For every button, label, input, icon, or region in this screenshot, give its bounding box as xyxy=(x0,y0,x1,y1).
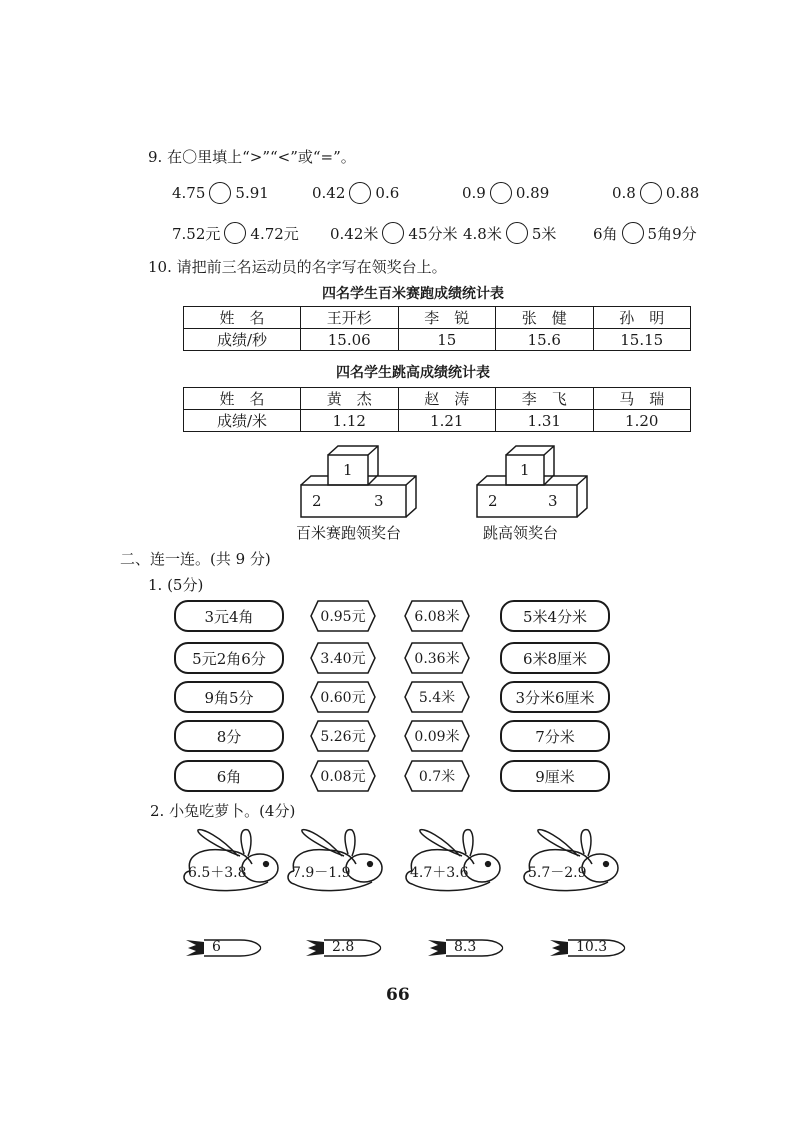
hex-label: 0.36米 xyxy=(414,651,460,667)
table-cell: 15.06 xyxy=(301,329,399,351)
carrot-icon xyxy=(182,936,262,960)
q10-title: 10. 请把前三名运动员的名字写在领奖台上。 xyxy=(148,258,447,276)
q2-title: 2. 小兔吃萝卜。(4分) xyxy=(150,802,296,820)
compare-item: 0.42米 45分米 xyxy=(330,222,463,244)
match-pill-left[interactable]: 6角 xyxy=(174,760,284,792)
compare-item: 4.8米 5米 xyxy=(463,222,593,244)
table-cell: 15.6 xyxy=(496,329,594,351)
answer-circle[interactable] xyxy=(622,222,644,244)
hex-label: 0.60元 xyxy=(320,690,366,706)
answer-circle[interactable] xyxy=(349,182,371,204)
podium-highjump xyxy=(474,443,594,521)
table-cell: 姓 名 xyxy=(184,388,301,410)
table-cell: 李 飞 xyxy=(496,388,594,410)
answer-circle[interactable] xyxy=(382,222,404,244)
compare-item: 4.75 5.91 xyxy=(172,184,269,202)
q1-title: 1. (5分) xyxy=(148,576,204,594)
rabbit-icon xyxy=(402,826,502,894)
answer-circle[interactable] xyxy=(640,182,662,204)
podium-sprint xyxy=(298,443,418,521)
match-pill-left[interactable]: 3元4角 xyxy=(174,600,284,632)
table-cell: 成绩/秒 xyxy=(184,329,301,351)
match-hex-yuan[interactable] xyxy=(310,720,376,752)
table-cell: 王开杉 xyxy=(301,307,399,329)
carrot-number: 2.8 xyxy=(332,939,355,955)
match-hex-meter[interactable] xyxy=(404,600,470,632)
highjump-table xyxy=(183,387,691,432)
answer-circle[interactable] xyxy=(224,222,246,244)
carrot[interactable] xyxy=(302,936,382,960)
q9-title: 9. 在〇里填上“>”“<”或“=”。 xyxy=(148,148,356,166)
table-cell: 1.12 xyxy=(301,410,399,432)
rabbit-expression: 4.7＋3.6 xyxy=(410,865,469,881)
rabbit-icon xyxy=(180,826,280,894)
match-hex-yuan[interactable] xyxy=(310,642,376,674)
table-cell: 15.15 xyxy=(593,329,691,351)
sprint-table xyxy=(183,306,691,351)
match-hex-meter[interactable] xyxy=(404,720,470,752)
rabbit-icon xyxy=(284,826,384,894)
rabbit-icon xyxy=(520,826,620,894)
carrot[interactable] xyxy=(182,936,262,960)
table-row xyxy=(184,307,691,329)
table-cell: 李 锐 xyxy=(398,307,496,329)
match-pill-right[interactable]: 3分米6厘米 xyxy=(500,681,610,713)
answer-circle[interactable] xyxy=(209,182,231,204)
table-cell: 姓 名 xyxy=(184,307,301,329)
match-hex-meter[interactable] xyxy=(404,642,470,674)
hex-label: 0.95元 xyxy=(320,609,366,625)
carrot[interactable] xyxy=(424,936,504,960)
rabbit[interactable] xyxy=(284,826,384,894)
match-hex-meter[interactable] xyxy=(404,681,470,713)
answer-circle[interactable] xyxy=(490,182,512,204)
compare-item: 0.8 0.88 xyxy=(612,184,700,202)
match-hex-yuan[interactable] xyxy=(310,600,376,632)
podium-first-label: 1 xyxy=(520,461,530,479)
carrot-number: 8.3 xyxy=(454,939,477,955)
compare-item: 0.42 0.6 xyxy=(312,184,400,202)
table-row xyxy=(184,388,691,410)
match-pill-right[interactable]: 6米8厘米 xyxy=(500,642,610,674)
match-hex-meter[interactable] xyxy=(404,760,470,792)
table-cell: 1.31 xyxy=(496,410,594,432)
table-cell: 赵 涛 xyxy=(398,388,496,410)
table-cell: 15 xyxy=(398,329,496,351)
rabbit[interactable] xyxy=(402,826,502,894)
podium-second-label: 2 xyxy=(488,492,498,510)
table-cell: 孙 明 xyxy=(593,307,691,329)
rabbit-expression: 6.5＋3.8 xyxy=(188,865,247,881)
carrot[interactable] xyxy=(546,936,626,960)
hex-label: 5.4米 xyxy=(418,690,456,706)
rabbit-expression: 5.7－2.9 xyxy=(528,865,587,881)
match-pill-right[interactable]: 7分米 xyxy=(500,720,610,752)
match-pill-left[interactable]: 8分 xyxy=(174,720,284,752)
table1-title: 四名学生百米赛跑成绩统计表 xyxy=(322,286,504,302)
match-hex-yuan[interactable] xyxy=(310,681,376,713)
hex-label: 6.08米 xyxy=(414,609,460,625)
rabbit[interactable] xyxy=(520,826,620,894)
q9-row-2 xyxy=(172,222,697,244)
carrot-number: 10.3 xyxy=(576,939,608,955)
podium-highjump-caption: 跳高领奖台 xyxy=(483,524,559,542)
table-cell: 张 健 xyxy=(496,307,594,329)
q9-row-1 xyxy=(172,182,699,204)
hex-label: 0.09米 xyxy=(414,729,460,745)
match-pill-left[interactable]: 5元2角6分 xyxy=(174,642,284,674)
page-number: 66 xyxy=(386,985,410,1005)
compare-item: 6角 5角9分 xyxy=(593,222,697,244)
table-cell: 黄 杰 xyxy=(301,388,399,410)
answer-circle[interactable] xyxy=(506,222,528,244)
compare-item: 0.9 0.89 xyxy=(462,184,550,202)
hex-label: 3.40元 xyxy=(320,651,366,667)
match-pill-right[interactable]: 5米4分米 xyxy=(500,600,610,632)
podium-third-label: 3 xyxy=(374,492,384,510)
hex-label: 0.7米 xyxy=(418,769,456,785)
table-cell: 1.20 xyxy=(593,410,691,432)
section2-title: 二、连一连。(共 9 分) xyxy=(120,550,271,568)
rabbit[interactable] xyxy=(180,826,280,894)
podium-third-label: 3 xyxy=(548,492,558,510)
match-hex-yuan[interactable] xyxy=(310,760,376,792)
hex-label: 0.08元 xyxy=(320,769,366,785)
podium-sprint-caption: 百米赛跑领奖台 xyxy=(296,524,402,542)
match-pill-right[interactable]: 9厘米 xyxy=(500,760,610,792)
table-cell: 1.21 xyxy=(398,410,496,432)
carrot-number: 6 xyxy=(212,939,221,955)
table-cell: 成绩/米 xyxy=(184,410,301,432)
match-pill-left[interactable]: 9角5分 xyxy=(174,681,284,713)
table-row xyxy=(184,410,691,432)
podium-second-label: 2 xyxy=(312,492,322,510)
table-cell: 马 瑞 xyxy=(593,388,691,410)
rabbit-expression: 7.9－1.9 xyxy=(292,865,351,881)
podium-first-label: 1 xyxy=(343,461,353,479)
hex-label: 5.26元 xyxy=(320,729,366,745)
table2-title: 四名学生跳高成绩统计表 xyxy=(336,365,490,381)
compare-item: 7.52元 4.72元 xyxy=(172,222,330,244)
table-row xyxy=(184,329,691,351)
